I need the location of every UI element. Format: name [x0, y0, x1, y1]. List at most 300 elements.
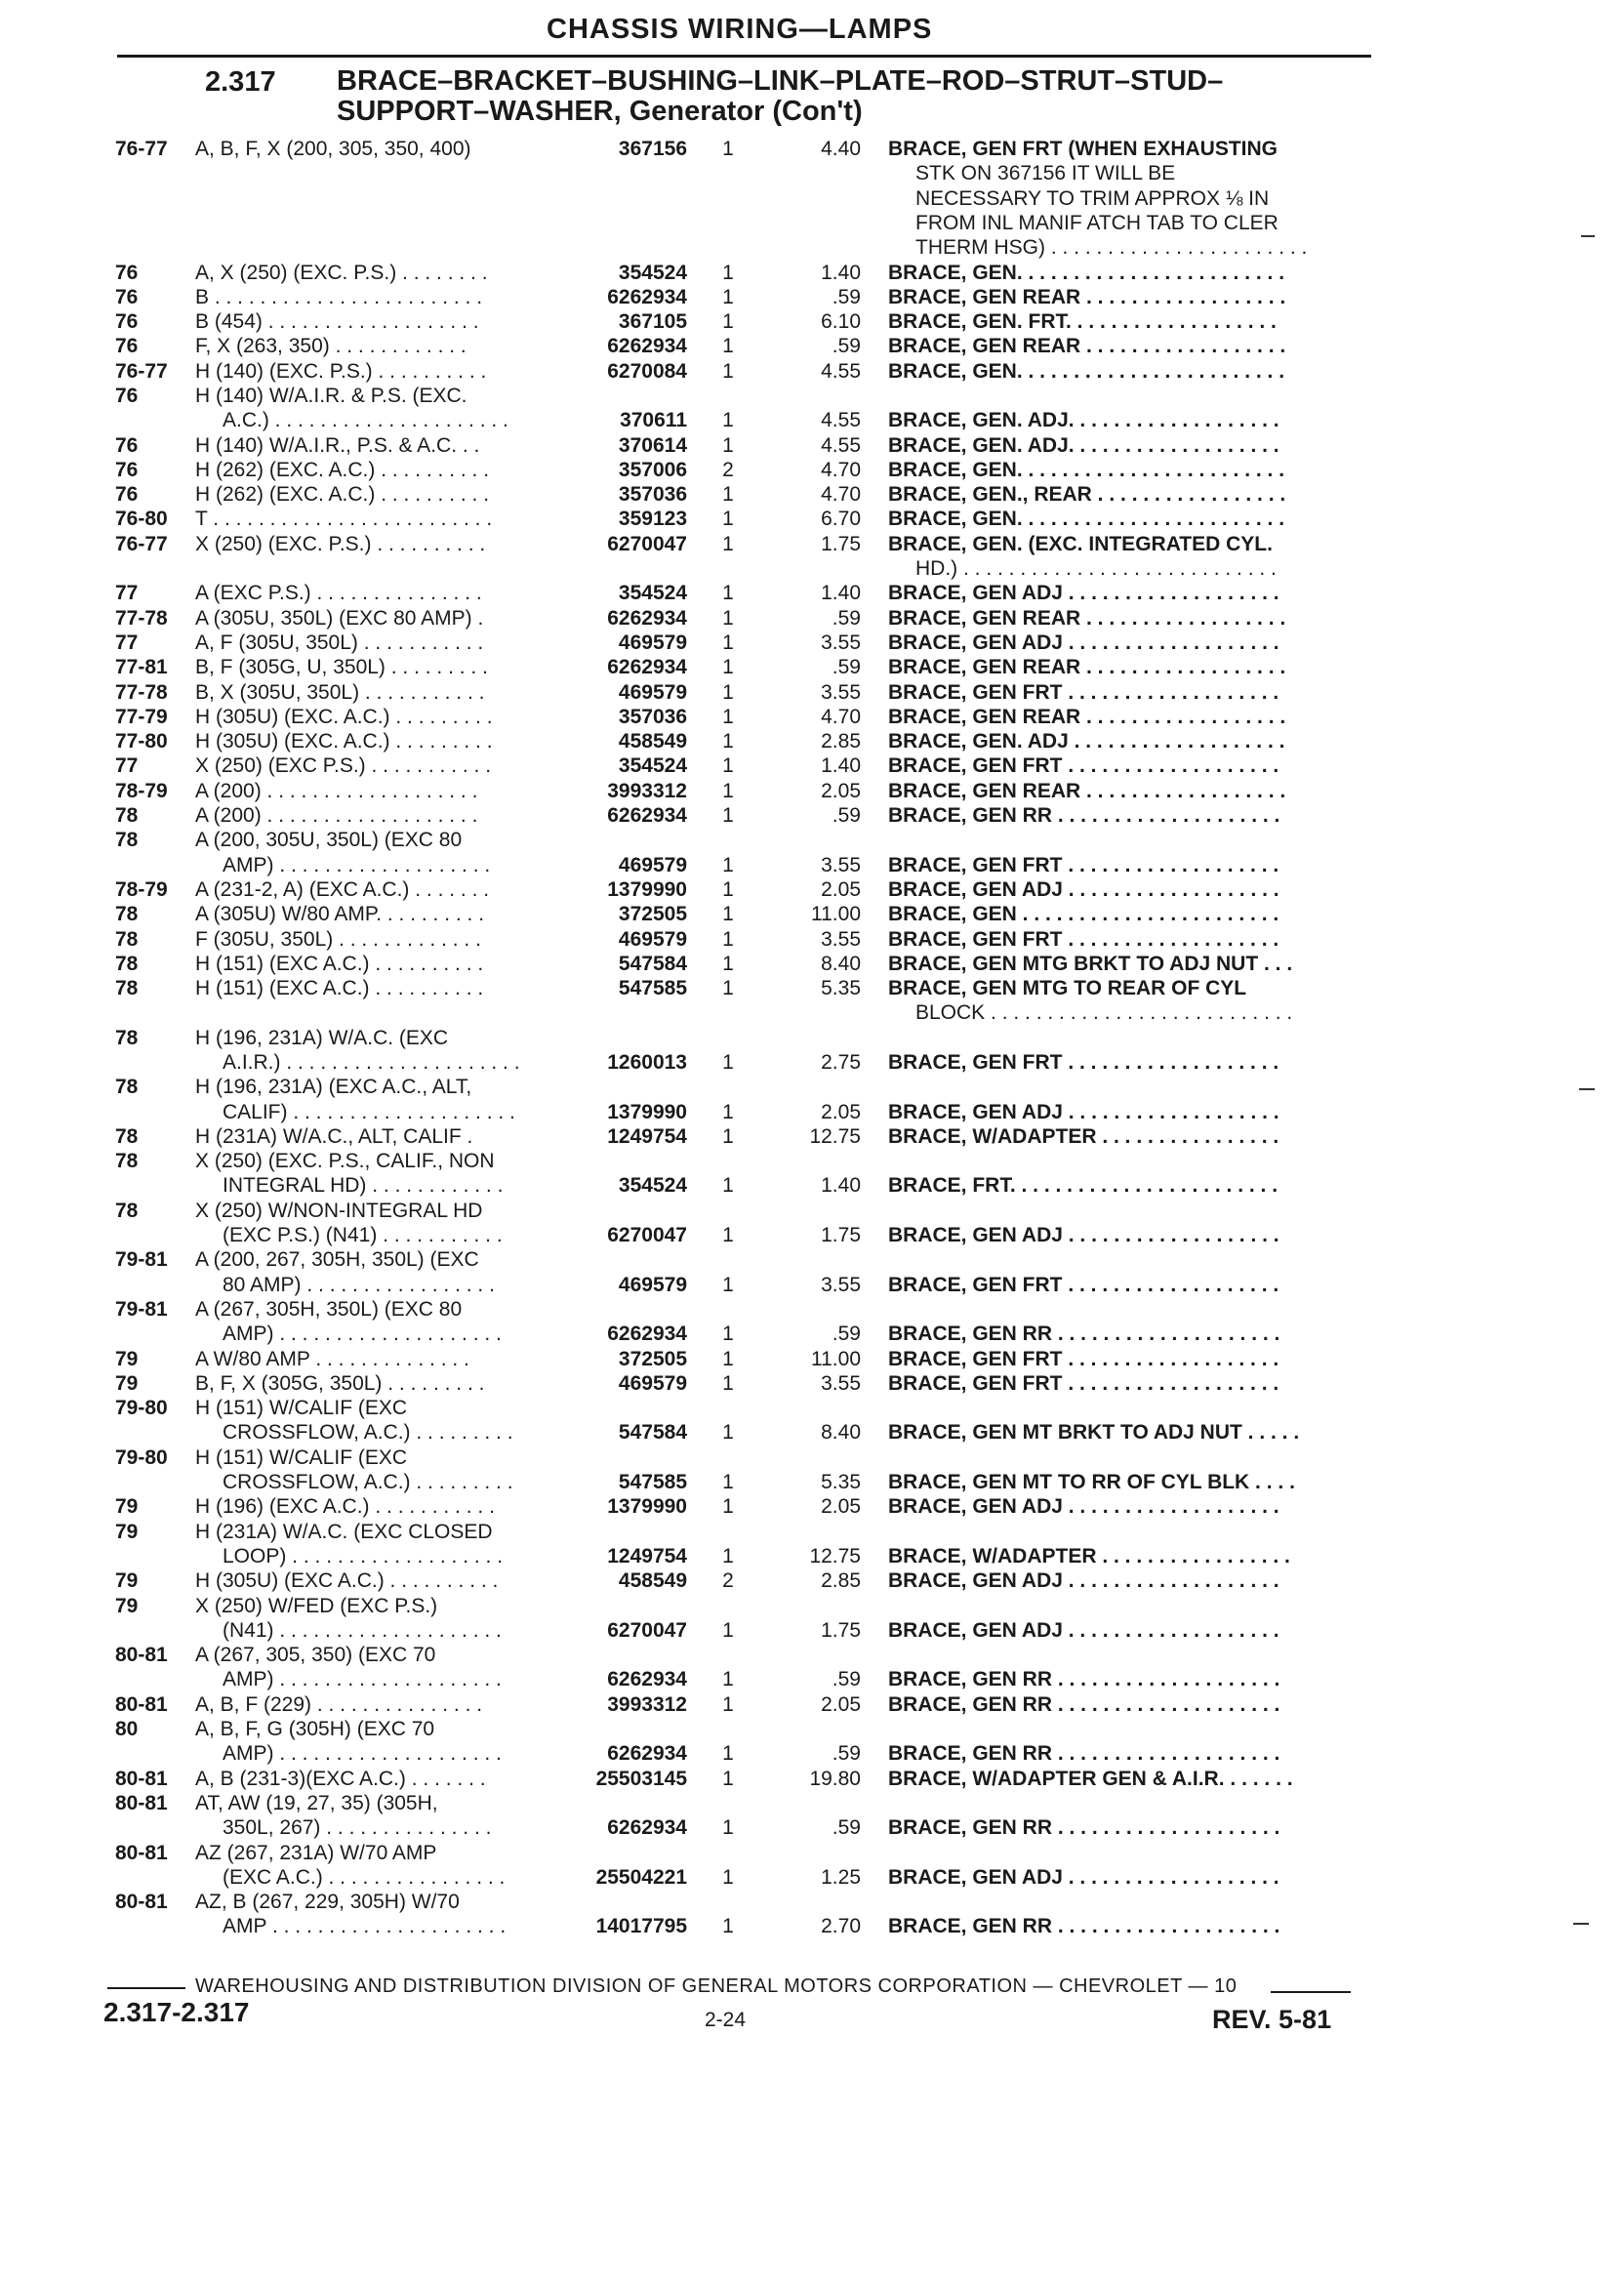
models [195, 1075, 515, 1124]
price: 4.40 [821, 138, 861, 161]
models-line: H (151) W/CALIF (EXC [195, 1397, 408, 1420]
models-line: X (250) W/NON-INTEGRAL HD [195, 1199, 483, 1222]
price: .59 [832, 1668, 861, 1691]
model-year: 77 [115, 631, 139, 654]
price: 5.35 [821, 1471, 861, 1494]
quantity: 1 [722, 977, 734, 1000]
price: .59 [832, 804, 861, 828]
models [195, 902, 484, 926]
description [888, 1050, 1279, 1075]
description-line: STK ON 367156 IT WILL BE [915, 162, 1176, 185]
description [888, 261, 1284, 285]
models [195, 137, 471, 161]
section-title [337, 66, 1223, 127]
models-line: H (140) (EXC. P.S.) . . . . . . . . . . [195, 359, 487, 383]
part-row [0, 952, 1624, 976]
model-year: 79-81 [115, 1297, 168, 1321]
part-number: 354524 [618, 1174, 687, 1198]
description-line: BRACE, GEN REAR . . . . . . . . . . . . . . . . . . [888, 705, 1286, 728]
margin-mark [1579, 1088, 1595, 1090]
part-number: 3993312 [607, 779, 687, 802]
model-year: 79 [115, 1520, 139, 1543]
quantity: 1 [722, 335, 734, 358]
part-number: 354524 [618, 261, 687, 284]
part-row [0, 753, 1624, 778]
model-year: 79-81 [115, 1248, 168, 1272]
models-line: A (231-2, A) (EXC A.C.) . . . . . . . [195, 877, 490, 901]
models-line: A (200, 305U, 350L) (EXC 80 [195, 829, 463, 852]
part-row [0, 803, 1624, 828]
price: 3.55 [821, 631, 861, 654]
quantity: 1 [722, 903, 734, 926]
model-year: 76 [115, 458, 139, 481]
description-line: BRACE, GEN RR . . . . . . . . . . . . . . . . . . . . [888, 804, 1280, 828]
part-number: 458549 [618, 730, 687, 753]
model-year: 76 [115, 335, 139, 358]
part-row [0, 137, 1624, 261]
section-title-line-1: BRACE–BRACKET–BUSHING–LINK–PLATE–ROD–STRUT–STUD– [337, 65, 1224, 97]
models [195, 927, 481, 952]
part-row [0, 458, 1624, 482]
part-number: 6262934 [607, 1668, 687, 1691]
model-year: 76 [115, 285, 139, 308]
models-line: A, F (305U, 350L) . . . . . . . . . . . [195, 631, 484, 654]
description [888, 1223, 1279, 1247]
section-number: 2.317 [205, 66, 276, 98]
part-number: 6270047 [607, 1618, 687, 1642]
description-line: BRACE, GEN. . . . . . . . . . . . . . . . . . . . . . . . [888, 458, 1285, 481]
description [888, 1914, 1279, 1938]
margin-mark [1581, 235, 1595, 237]
description [888, 803, 1279, 828]
models-line: AT, AW (19, 27, 35) (305H, [195, 1791, 438, 1814]
description-line: BRACE, GEN FRT . . . . . . . . . . . . . . . . . . . [888, 1051, 1279, 1074]
description-line: BRACE, GEN RR . . . . . . . . . . . . . . . . . . . . [888, 1323, 1280, 1346]
quantity: 1 [722, 1742, 734, 1766]
price: 1.40 [821, 582, 861, 605]
quantity: 1 [722, 310, 734, 334]
part-number: 357036 [618, 705, 687, 728]
models-line: H (151) (EXC A.C.) . . . . . . . . . . [195, 977, 484, 1000]
model-year: 80 [115, 1718, 139, 1741]
top-rule [117, 55, 1371, 58]
description [888, 902, 1279, 926]
description-line: THERM HSG) . . . . . . . . . . . . . . . . . . . . . . . [915, 236, 1308, 260]
part-number: 25503145 [595, 1767, 687, 1790]
part-row [0, 1494, 1624, 1519]
models-line: A, B, F, G (305H) (EXC 70 [195, 1718, 435, 1741]
models-line: X (250) (EXC. P.S.) . . . . . . . . . . [195, 532, 486, 555]
quantity: 1 [722, 730, 734, 753]
models [195, 309, 479, 334]
description-line: HD.) . . . . . . . . . . . . . . . . . . . . . . . . . . . . [915, 557, 1277, 581]
description-line: BRACE, GEN. . . . . . . . . . . . . . . . . . . . . . . . [888, 261, 1285, 284]
quantity: 1 [722, 1767, 734, 1790]
models-line: INTEGRAL HD) . . . . . . . . . . . . [223, 1174, 504, 1198]
part-number: 469579 [618, 1273, 687, 1296]
price: 1.40 [821, 1174, 861, 1198]
footer-page-number: 2-24 [705, 2009, 747, 2031]
models-line: CROSSFLOW, A.C.) . . . . . . . . . [223, 1421, 513, 1445]
model-year: 80-81 [115, 1767, 168, 1790]
part-row [0, 482, 1624, 507]
part-number: 3993312 [607, 1692, 687, 1716]
quantity: 1 [722, 853, 734, 876]
models-line: CALIF) . . . . . . . . . . . . . . . . . . . . [223, 1100, 515, 1123]
model-year: 76-80 [115, 508, 168, 531]
part-row [0, 285, 1624, 309]
models [195, 1717, 502, 1767]
part-row [0, 334, 1624, 358]
quantity: 1 [722, 1124, 734, 1148]
quantity: 2 [722, 458, 734, 481]
price: .59 [832, 656, 861, 679]
models-line: A (267, 305, 350) (EXC 70 [195, 1644, 436, 1667]
model-year: 78 [115, 804, 139, 828]
part-number: 469579 [618, 631, 687, 654]
description [888, 1100, 1279, 1124]
part-number: 1379990 [607, 877, 687, 901]
part-number: 6262934 [607, 1742, 687, 1766]
models [195, 680, 484, 705]
description-line: BRACE, GEN RR . . . . . . . . . . . . . . . . . . . . [888, 1742, 1280, 1766]
models-line: H (196, 231A) (EXC A.C., ALT, [195, 1076, 472, 1099]
part-row [0, 1149, 1624, 1199]
part-row [0, 1075, 1624, 1124]
quantity: 1 [722, 1174, 734, 1198]
description-line: BRACE, GEN REAR . . . . . . . . . . . . . . . . . . [888, 335, 1286, 358]
models [195, 1347, 469, 1371]
description-line: BRACE, GEN ADJ . . . . . . . . . . . . . . . . . . . [888, 1569, 1279, 1593]
model-year: 76 [115, 384, 139, 407]
price: 8.40 [821, 952, 861, 975]
models [195, 581, 482, 605]
description-line: BRACE, GEN ADJ . . . . . . . . . . . . . . . . . . . [888, 1495, 1279, 1519]
models [195, 1568, 498, 1593]
quantity: 1 [722, 1224, 734, 1247]
quantity: 1 [722, 804, 734, 828]
description [888, 309, 1277, 334]
part-number: 357036 [618, 483, 687, 507]
model-year: 77-78 [115, 606, 168, 630]
description [888, 334, 1285, 358]
models [195, 1494, 495, 1519]
price: 11.00 [811, 1347, 861, 1370]
models-line: H (305U) (EXC A.C.) . . . . . . . . . . [195, 1569, 499, 1593]
description [888, 1767, 1293, 1791]
price: 5.35 [821, 977, 861, 1000]
description-line: BRACE, GEN ADJ . . . . . . . . . . . . . . . . . . . [888, 877, 1279, 901]
quantity: 1 [722, 409, 734, 432]
models-line: A W/80 AMP . . . . . . . . . . . . . . [195, 1347, 469, 1370]
part-row [0, 779, 1624, 803]
models-line: AMP . . . . . . . . . . . . . . . . . . . . . [223, 1915, 507, 1938]
description-line: BRACE, GEN MT TO RR OF CYL BLK . . . . [888, 1471, 1295, 1494]
model-year: 80-81 [115, 1891, 168, 1914]
description [888, 655, 1285, 679]
quantity: 1 [722, 1273, 734, 1296]
models-line: B, F (305G, U, 350L) . . . . . . . . . [195, 656, 488, 679]
model-year: 78 [115, 1124, 139, 1148]
description [888, 853, 1279, 877]
models-line: A, B, F (229) . . . . . . . . . . . . . . . [195, 1692, 483, 1716]
part-number: 14017795 [595, 1915, 687, 1938]
models [195, 1149, 503, 1199]
part-row [0, 1594, 1624, 1644]
description [888, 458, 1284, 482]
model-year: 78 [115, 1076, 139, 1099]
models [195, 1692, 482, 1717]
description-line: BRACE, GEN., REAR . . . . . . . . . . . . . . . . . [888, 483, 1286, 507]
models [195, 507, 492, 531]
description-line: BRACE, GEN REAR . . . . . . . . . . . . . . . . . . [888, 779, 1286, 802]
footer-rule-right [1271, 1991, 1351, 1993]
description-line: BRACE, W/ADAPTER . . . . . . . . . . . . . . . . [888, 1124, 1279, 1148]
part-number: 1260013 [607, 1051, 687, 1074]
model-year: 79 [115, 1569, 139, 1593]
quantity: 1 [722, 582, 734, 605]
price: 4.70 [821, 483, 861, 507]
models-line: B, X (305U, 350L) . . . . . . . . . . . [195, 680, 485, 704]
model-year: 76 [115, 310, 139, 334]
footer-revision: REV. 5-81 [1212, 2005, 1332, 2034]
part-number: 469579 [618, 1371, 687, 1395]
price: .59 [832, 285, 861, 308]
description-line: BRACE, GEN FRT (WHEN EXHAUSTING [888, 138, 1278, 161]
price: 3.55 [821, 927, 861, 951]
description-line: BRACE, GEN. (EXC. INTEGRATED CYL. [888, 532, 1273, 555]
price: 2.05 [821, 877, 861, 901]
model-year: 79 [115, 1495, 139, 1519]
description-line: BRACE, GEN ADJ . . . . . . . . . . . . . . . . . . . [888, 1618, 1279, 1642]
part-number: 1379990 [607, 1100, 687, 1123]
models [195, 1396, 513, 1445]
description [888, 1347, 1279, 1371]
description-line: BRACE, GEN. ADJ. . . . . . . . . . . . . . . . . . . [888, 433, 1279, 457]
model-year: 79 [115, 1371, 139, 1395]
description-line: BRACE, GEN MT BRKT TO ADJ NUT . . . . . [888, 1421, 1300, 1445]
models [195, 828, 490, 877]
footer-section-code: 2.317-2.317 [103, 1997, 250, 2027]
models [195, 1767, 486, 1791]
price: 1.40 [821, 261, 861, 284]
price: 1.40 [821, 754, 861, 778]
models-line: X (250) (EXC. P.S., CALIF., NON [195, 1150, 495, 1173]
models [195, 779, 477, 803]
models-line: B (454) . . . . . . . . . . . . . . . . . . . [195, 310, 479, 334]
price: 11.00 [811, 903, 861, 926]
price: 2.05 [821, 1495, 861, 1519]
description-line: BRACE, GEN FRT . . . . . . . . . . . . . . . . . . . [888, 927, 1279, 951]
description-line: BRACE, GEN RR . . . . . . . . . . . . . . . . . . . . [888, 1692, 1280, 1716]
models-line: A (267, 305H, 350L) (EXC 80 [195, 1297, 463, 1321]
price: 4.70 [821, 705, 861, 728]
description-line: BRACE, GEN FRT . . . . . . . . . . . . . . . . . . . [888, 1371, 1279, 1395]
model-year: 76 [115, 483, 139, 507]
part-row [0, 828, 1624, 877]
models [195, 729, 493, 753]
part-row [0, 261, 1624, 285]
description [888, 482, 1285, 507]
models-line: A (200, 267, 305H, 350L) (EXC [195, 1248, 479, 1272]
models-line: H (140) W/A.I.R. & P.S. (EXC. [195, 384, 467, 407]
description-line: BRACE, GEN FRT . . . . . . . . . . . . . . . . . . . [888, 754, 1279, 778]
description-line: BRACE, GEN. . . . . . . . . . . . . . . . . . . . . . . . [888, 508, 1285, 531]
description-line: BRACE, GEN REAR . . . . . . . . . . . . . . . . . . [888, 285, 1286, 308]
description-line: BRACE, GEN REAR . . . . . . . . . . . . . . . . . . [888, 656, 1286, 679]
models [195, 359, 486, 384]
model-year: 78 [115, 1199, 139, 1222]
model-year: 77-81 [115, 656, 168, 679]
quantity: 1 [722, 1544, 734, 1568]
part-number: 372505 [618, 1347, 687, 1370]
part-row [0, 1791, 1624, 1841]
quantity: 2 [722, 1569, 734, 1593]
price: 3.55 [821, 853, 861, 876]
model-year: 76 [115, 261, 139, 284]
part-number: 372505 [618, 903, 687, 926]
models-line: T . . . . . . . . . . . . . . . . . . . . . . . . . [195, 508, 493, 531]
quantity: 1 [722, 1347, 734, 1370]
models [195, 803, 477, 828]
quantity: 1 [722, 1668, 734, 1691]
models-line: AMP) . . . . . . . . . . . . . . . . . . . . [223, 1668, 502, 1691]
price: 6.70 [821, 508, 861, 531]
description [888, 1618, 1279, 1643]
models [195, 1297, 502, 1347]
description [888, 1371, 1279, 1396]
part-number: 458549 [618, 1569, 687, 1593]
price: 2.75 [821, 1051, 861, 1074]
models-line: (EXC P.S.) (N41) . . . . . . . . . . . [223, 1224, 503, 1247]
models-line: F, X (263, 350) . . . . . . . . . . . . [195, 335, 467, 358]
description-line: BRACE, GEN ADJ . . . . . . . . . . . . . . . . . . . [888, 582, 1279, 605]
models-line: AMP) . . . . . . . . . . . . . . . . . . . . [223, 1323, 502, 1346]
models-line: A (305U) W/80 AMP. . . . . . . . . . [195, 903, 485, 926]
models [195, 285, 482, 309]
models-line: H (231A) W/A.C. (EXC CLOSED [195, 1520, 493, 1543]
models [195, 1643, 502, 1692]
models-line: B, F, X (305G, 350L) . . . . . . . . . [195, 1371, 485, 1395]
description-line: BRACE, GEN MTG BRKT TO ADJ NUT . . . [888, 952, 1293, 975]
models-line: H (262) (EXC. A.C.) . . . . . . . . . . [195, 458, 490, 481]
models-line: H (196, 231A) W/A.C. (EXC [195, 1026, 449, 1049]
price: 2.85 [821, 730, 861, 753]
part-row [0, 1717, 1624, 1767]
part-number: 6262934 [607, 285, 687, 308]
models [195, 877, 489, 902]
description-line: NECESSARY TO TRIM APPROX ⅛ IN [915, 186, 1270, 210]
description [888, 285, 1285, 309]
part-row [0, 507, 1624, 531]
models-line: X (250) (EXC P.S.) . . . . . . . . . . . [195, 754, 492, 778]
price: 4.55 [821, 359, 861, 383]
model-year: 78 [115, 977, 139, 1000]
models-line: X (250) W/FED (EXC P.S.) [195, 1594, 438, 1617]
part-number: 6262934 [607, 606, 687, 630]
price: 6.10 [821, 310, 861, 334]
description [888, 753, 1279, 778]
price: 1.75 [821, 532, 861, 555]
models [195, 1026, 520, 1076]
description-line: BRACE, GEN REAR . . . . . . . . . . . . . . . . . . [888, 606, 1286, 630]
models-line: A, X (250) (EXC. P.S.) . . . . . . . . [195, 261, 488, 284]
models [195, 655, 488, 679]
models-line: A (200) . . . . . . . . . . . . . . . . . . . [195, 779, 478, 802]
part-row [0, 1643, 1624, 1692]
description-line: BRACE, GEN RR . . . . . . . . . . . . . . . . . . . . [888, 1816, 1280, 1840]
description [888, 729, 1284, 753]
models-line: H (151) W/CALIF (EXC [195, 1445, 408, 1469]
model-year: 79-80 [115, 1397, 168, 1420]
part-row [0, 532, 1624, 582]
part-row [0, 631, 1624, 655]
quantity: 1 [722, 1865, 734, 1889]
part-row [0, 606, 1624, 631]
description-line: BRACE, GEN MTG TO REAR OF CYL [888, 977, 1247, 1000]
models [195, 606, 483, 631]
models [195, 631, 483, 655]
price: 2.05 [821, 779, 861, 802]
quantity: 1 [722, 1915, 734, 1938]
description [888, 779, 1285, 803]
part-number: 547584 [618, 1421, 687, 1445]
part-row [0, 1767, 1624, 1791]
part-row [0, 927, 1624, 952]
quantity: 1 [722, 433, 734, 457]
description-line: BRACE, GEN ADJ . . . . . . . . . . . . . . . . . . . [888, 1100, 1279, 1123]
description-line: BRACE, GEN. FRT. . . . . . . . . . . . . . . . . . . [888, 310, 1277, 334]
part-row [0, 1297, 1624, 1347]
part-number: 367156 [618, 138, 687, 161]
page-title: CHASSIS WIRING—LAMPS [547, 14, 933, 45]
description-line: BRACE, GEN . . . . . . . . . . . . . . . . . . . . . . . [888, 903, 1279, 926]
models [195, 1890, 506, 1939]
description-line: BRACE, GEN FRT . . . . . . . . . . . . . . . . . . . [888, 853, 1279, 876]
description [888, 507, 1284, 531]
part-row [0, 1247, 1624, 1297]
quantity: 1 [722, 779, 734, 802]
price: 3.55 [821, 680, 861, 704]
part-row [0, 902, 1624, 926]
description-line: BRACE, FRT. . . . . . . . . . . . . . . . . . . . . . . . [888, 1174, 1279, 1198]
quantity: 1 [722, 138, 734, 161]
part-number: 6270047 [607, 532, 687, 555]
models [195, 261, 488, 285]
quantity: 1 [722, 1323, 734, 1346]
part-number: 547585 [618, 977, 687, 1000]
part-row [0, 581, 1624, 605]
part-number: 469579 [618, 680, 687, 704]
models-line: A (200) . . . . . . . . . . . . . . . . . . . [195, 804, 478, 828]
models [195, 482, 489, 507]
part-number: 6270084 [607, 359, 687, 383]
model-year: 78 [115, 1026, 139, 1049]
description [888, 705, 1285, 729]
price: 2.05 [821, 1692, 861, 1716]
models-line: A.C.) . . . . . . . . . . . . . . . . . . . . . [223, 409, 508, 432]
models-line: H (305U) (EXC. A.C.) . . . . . . . . . [195, 705, 493, 728]
price: 2.70 [821, 1915, 861, 1938]
description-line: BRACE, GEN FRT . . . . . . . . . . . . . . . . . . . [888, 1347, 1279, 1370]
description-line: BRACE, GEN. ADJ . . . . . . . . . . . . . . . . . . . [888, 730, 1285, 753]
description [888, 433, 1279, 458]
description [888, 952, 1292, 976]
description [888, 408, 1279, 432]
part-row [0, 1692, 1624, 1717]
model-year: 76-77 [115, 532, 168, 555]
part-row [0, 309, 1624, 334]
